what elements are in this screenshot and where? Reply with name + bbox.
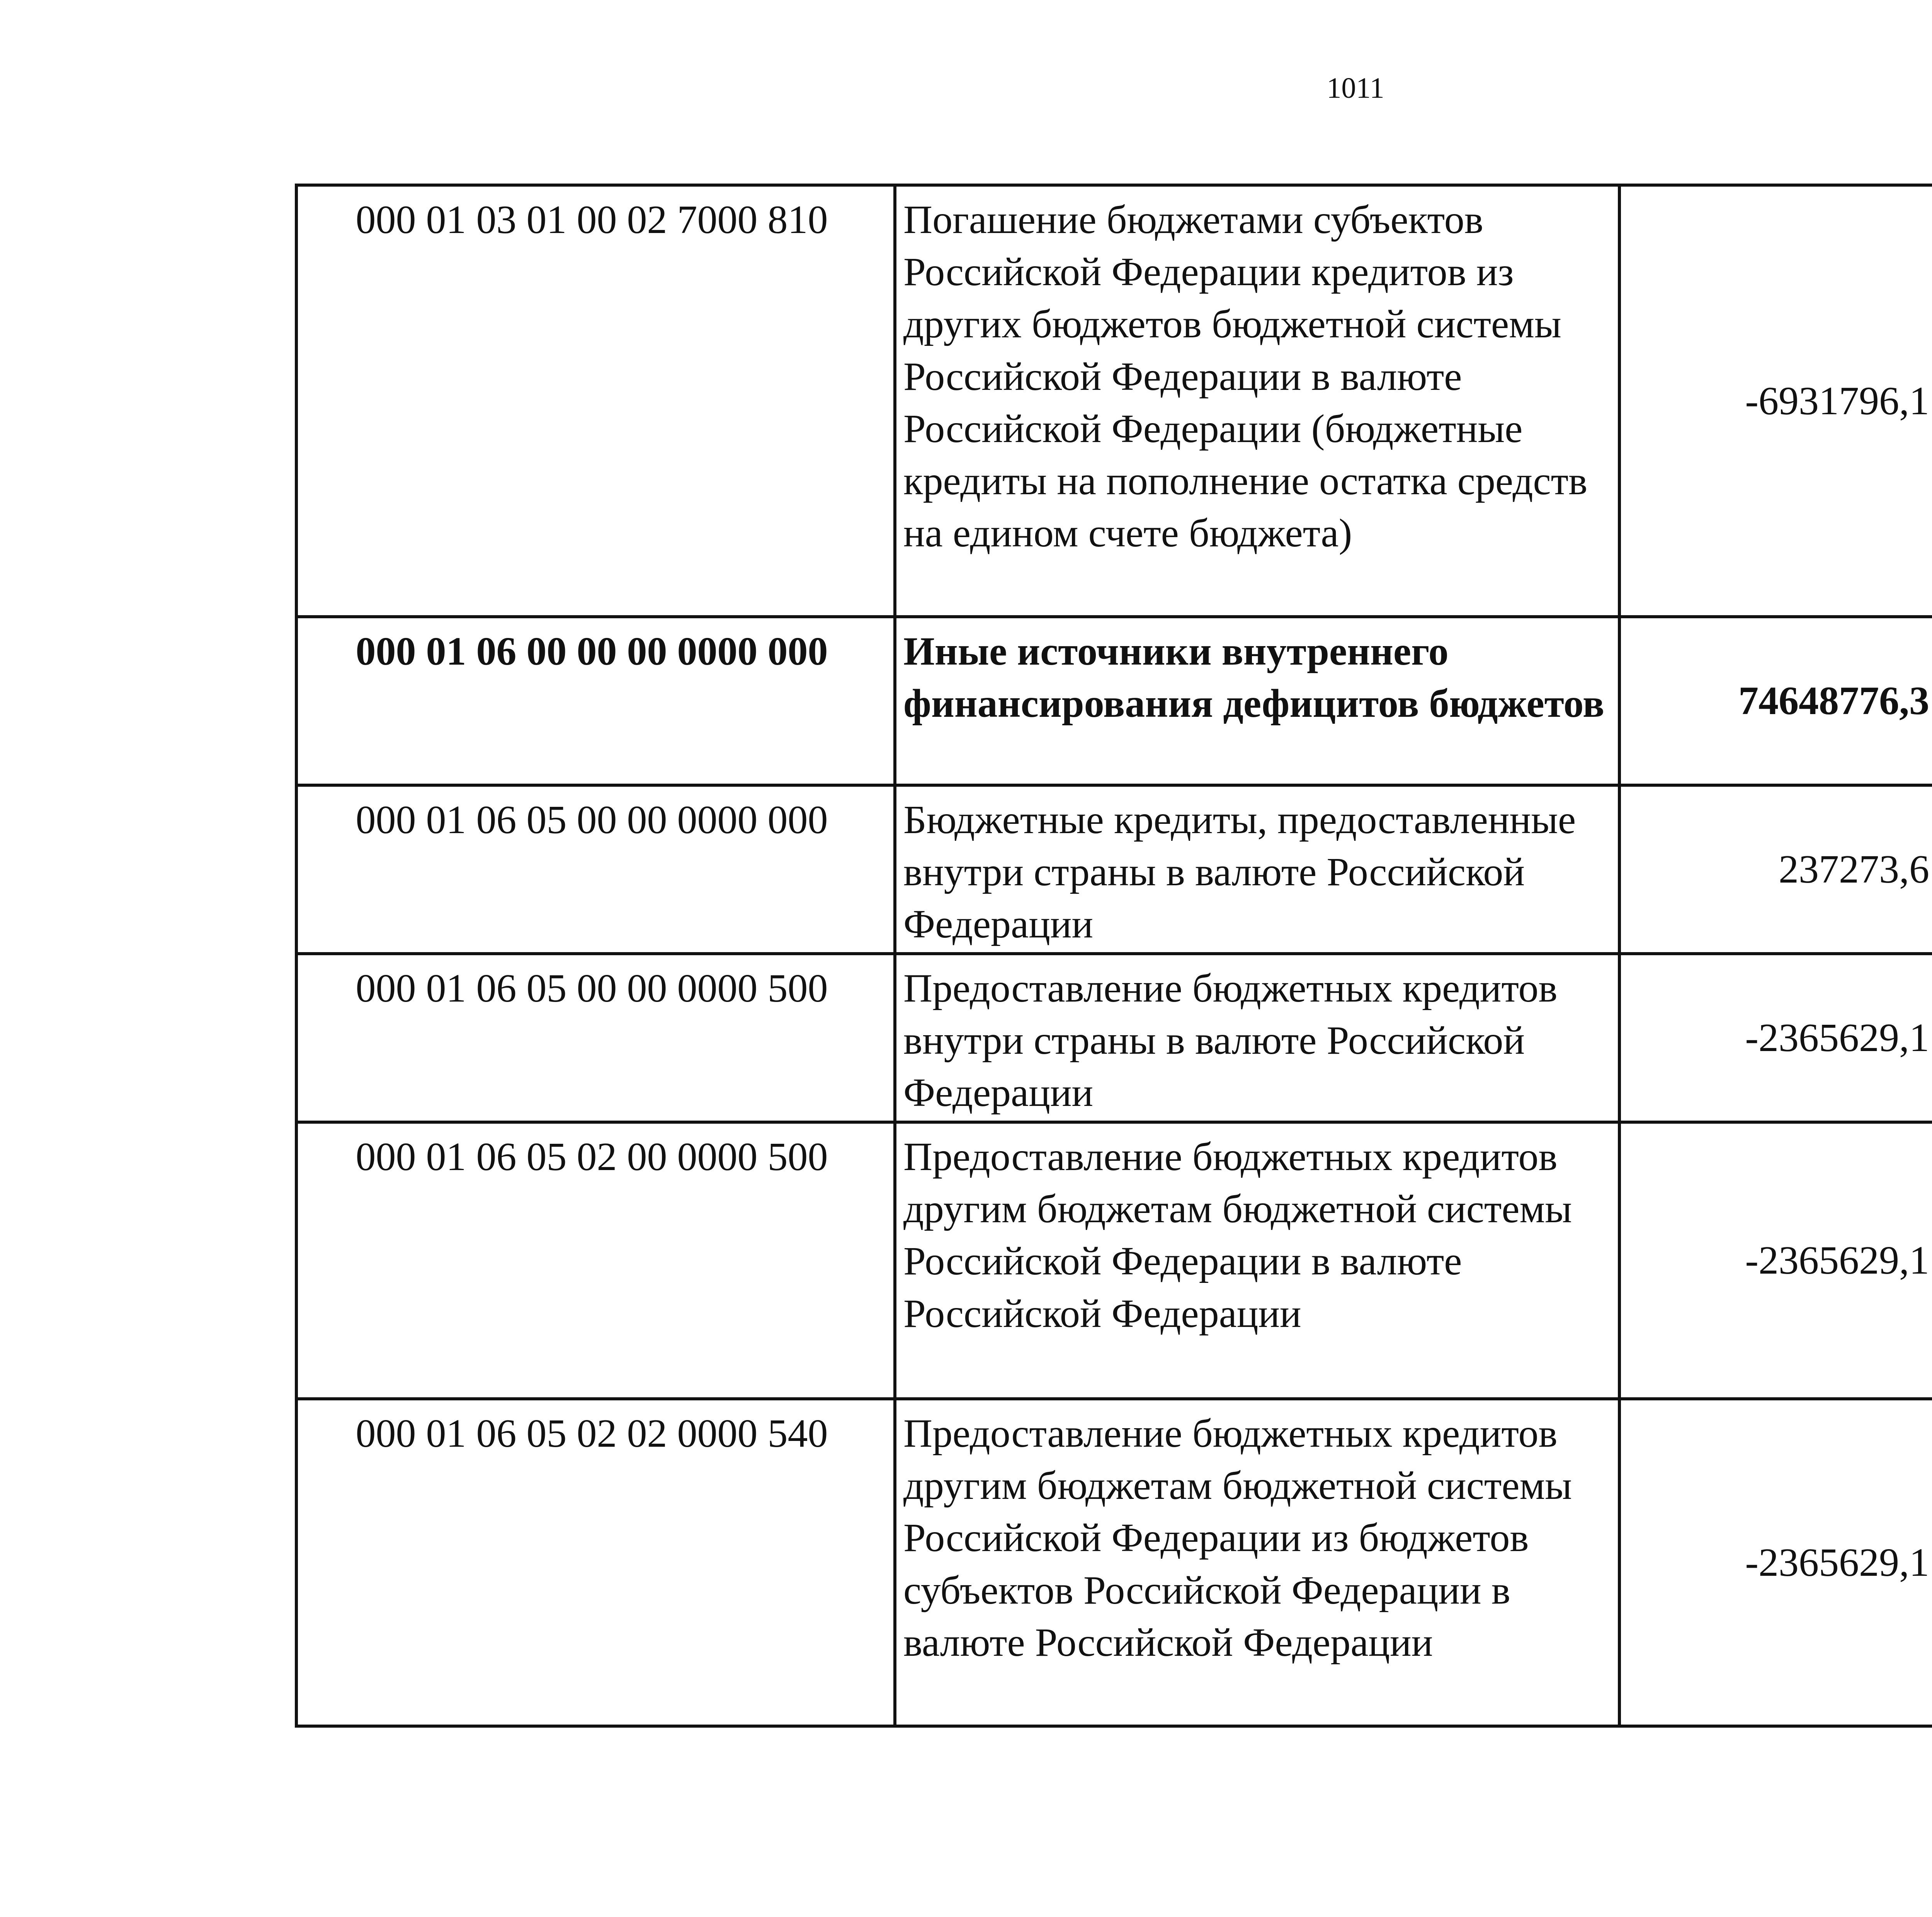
amount-year-1: 74648776,3 [1619,617,1932,785]
table-row [296,1122,1932,1399]
table-row [296,785,1932,954]
classification-code: 000 01 06 00 00 00 0000 000 [296,617,895,785]
table-row [296,185,1932,617]
amount-year-1: -6931796,1 [1619,185,1932,617]
amount-year-1: -2365629,1 [1619,954,1932,1122]
classification-code: 000 01 03 01 00 02 7000 810 [296,185,895,617]
classification-code: 000 01 06 05 02 00 0000 500 [296,1122,895,1399]
table-row [296,1399,1932,1726]
source-name: Бюджетные кредиты, предоставленные внутри страны в валюте Российской Федерации [895,785,1619,954]
table-row [296,954,1932,1122]
amount-year-1: -2365629,1 [1619,1399,1932,1726]
source-name: Погашение бюджетами субъектов Российской Федерации кредитов из других бюджетов бюджетной системы Российской Федерации в валюте Российской Федерации (бюджетные кредиты на пополнение остатка средств на едином счете бюджета) [895,185,1619,617]
source-name: Предоставление бюджетных кредитов другим бюджетам бюджетной системы Российской Федерации в валюте Российской Федерации [895,1122,1619,1399]
classification-code: 000 01 06 05 00 00 0000 000 [296,785,895,954]
amount-year-1: 237273,6 [1619,785,1932,954]
budget-sources-table [295,184,1932,1728]
source-name: Иные источники внутреннего финансирования дефицитов бюджетов [895,617,1619,785]
table-row [296,617,1932,785]
classification-code: 000 01 06 05 00 00 0000 500 [296,954,895,1122]
source-name: Предоставление бюджетных кредитов внутри страны в валюте Российской Федерации [895,954,1619,1122]
amount-year-1: -2365629,1 [1619,1122,1932,1399]
source-name: Предоставление бюджетных кредитов другим бюджетам бюджетной системы Российской Федерации из бюджетов субъектов Российской Федерации в валюте Российской Федерации [895,1399,1619,1726]
classification-code: 000 01 06 05 02 02 0000 540 [296,1399,895,1726]
page-number: 1011 [1327,72,1384,104]
